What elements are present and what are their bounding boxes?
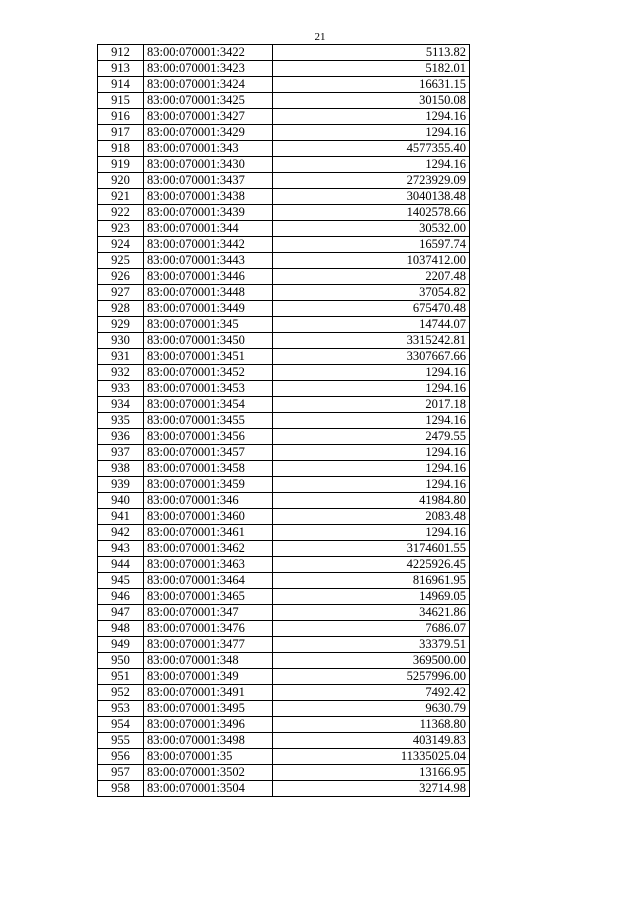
- row-number-cell: 952: [98, 685, 144, 701]
- cadastral-number-cell: 83:00:070001:3449: [144, 301, 273, 317]
- value-cell: 32714.98: [273, 781, 470, 797]
- row-number-cell: 930: [98, 333, 144, 349]
- row-number-cell: 943: [98, 541, 144, 557]
- row-number-cell: 941: [98, 509, 144, 525]
- value-cell: 2479.55: [273, 429, 470, 445]
- cadastral-number-cell: 83:00:070001:343: [144, 141, 273, 157]
- value-cell: 1294.16: [273, 365, 470, 381]
- table-row: [98, 381, 470, 397]
- value-cell: 3040138.48: [273, 189, 470, 205]
- value-cell: 7492.42: [273, 685, 470, 701]
- table-row: [98, 349, 470, 365]
- value-cell: 5113.82: [273, 45, 470, 61]
- value-cell: 37054.82: [273, 285, 470, 301]
- value-cell: 403149.83: [273, 733, 470, 749]
- cadastral-number-cell: 83:00:070001:3496: [144, 717, 273, 733]
- value-cell: 30150.08: [273, 93, 470, 109]
- value-cell: 2723929.09: [273, 173, 470, 189]
- cadastral-number-cell: 83:00:070001:3504: [144, 781, 273, 797]
- row-number-cell: 916: [98, 109, 144, 125]
- value-cell: 2207.48: [273, 269, 470, 285]
- cadastral-number-cell: 83:00:070001:3439: [144, 205, 273, 221]
- table-row: [98, 141, 470, 157]
- row-number-cell: 935: [98, 413, 144, 429]
- table-row: [98, 173, 470, 189]
- value-cell: 1294.16: [273, 413, 470, 429]
- value-cell: 1294.16: [273, 381, 470, 397]
- table-row: [98, 45, 470, 61]
- value-cell: 16631.15: [273, 77, 470, 93]
- table-row: [98, 61, 470, 77]
- row-number-cell: 939: [98, 477, 144, 493]
- table-row: [98, 157, 470, 173]
- table-row: [98, 445, 470, 461]
- value-cell: 34621.86: [273, 605, 470, 621]
- cadastral-number-cell: 83:00:070001:3464: [144, 573, 273, 589]
- row-number-cell: 918: [98, 141, 144, 157]
- row-number-cell: 942: [98, 525, 144, 541]
- value-cell: 16597.74: [273, 237, 470, 253]
- cadastral-number-cell: 83:00:070001:3438: [144, 189, 273, 205]
- value-cell: 2017.18: [273, 397, 470, 413]
- value-cell: 30532.00: [273, 221, 470, 237]
- table-row: [98, 701, 470, 717]
- value-cell: 13166.95: [273, 765, 470, 781]
- table-row: [98, 317, 470, 333]
- cadastral-number-cell: 83:00:070001:3422: [144, 45, 273, 61]
- row-number-cell: 912: [98, 45, 144, 61]
- value-cell: 14969.05: [273, 589, 470, 605]
- table-row: [98, 733, 470, 749]
- table-row: [98, 685, 470, 701]
- table-row: [98, 605, 470, 621]
- cadastral-number-cell: 83:00:070001:3452: [144, 365, 273, 381]
- table-row: [98, 301, 470, 317]
- row-number-cell: 956: [98, 749, 144, 765]
- table-row: [98, 77, 470, 93]
- cadastral-number-cell: 83:00:070001:3429: [144, 125, 273, 141]
- cadastral-number-cell: 83:00:070001:3461: [144, 525, 273, 541]
- cadastral-number-cell: 83:00:070001:35: [144, 749, 273, 765]
- row-number-cell: 920: [98, 173, 144, 189]
- row-number-cell: 954: [98, 717, 144, 733]
- cadastral-number-cell: 83:00:070001:3427: [144, 109, 273, 125]
- table-row: [98, 429, 470, 445]
- cadastral-number-cell: 83:00:070001:346: [144, 493, 273, 509]
- table-row: [98, 557, 470, 573]
- value-cell: 9630.79: [273, 701, 470, 717]
- row-number-cell: 949: [98, 637, 144, 653]
- cadastral-number-cell: 83:00:070001:3451: [144, 349, 273, 365]
- cadastral-number-cell: 83:00:070001:3443: [144, 253, 273, 269]
- table-row: [98, 269, 470, 285]
- cadastral-number-cell: 83:00:070001:3423: [144, 61, 273, 77]
- cadastral-number-cell: 83:00:070001:3495: [144, 701, 273, 717]
- value-cell: 1294.16: [273, 477, 470, 493]
- table-row: [98, 749, 470, 765]
- cadastral-number-cell: 83:00:070001:3491: [144, 685, 273, 701]
- value-cell: 14744.07: [273, 317, 470, 333]
- cadastral-number-cell: 83:00:070001:3430: [144, 157, 273, 173]
- row-number-cell: 925: [98, 253, 144, 269]
- row-number-cell: 955: [98, 733, 144, 749]
- cadastral-number-cell: 83:00:070001:344: [144, 221, 273, 237]
- table-row: [98, 189, 470, 205]
- value-cell: 816961.95: [273, 573, 470, 589]
- cadastral-number-cell: 83:00:070001:3450: [144, 333, 273, 349]
- table-row: [98, 541, 470, 557]
- value-cell: 5257996.00: [273, 669, 470, 685]
- row-number-cell: 938: [98, 461, 144, 477]
- value-cell: 3307667.66: [273, 349, 470, 365]
- cadastral-number-cell: 83:00:070001:3459: [144, 477, 273, 493]
- row-number-cell: 928: [98, 301, 144, 317]
- cadastral-number-cell: 83:00:070001:3455: [144, 413, 273, 429]
- table-row: [98, 493, 470, 509]
- cadastral-value-table: [97, 44, 470, 797]
- row-number-cell: 951: [98, 669, 144, 685]
- cadastral-number-cell: 83:00:070001:3442: [144, 237, 273, 253]
- value-cell: 11335025.04: [273, 749, 470, 765]
- table-row: [98, 285, 470, 301]
- table-row: [98, 253, 470, 269]
- row-number-cell: 931: [98, 349, 144, 365]
- table-row: [98, 477, 470, 493]
- table-row: [98, 205, 470, 221]
- row-number-cell: 929: [98, 317, 144, 333]
- cadastral-number-cell: 83:00:070001:3458: [144, 461, 273, 477]
- table-row: [98, 589, 470, 605]
- cadastral-number-cell: 83:00:070001:3425: [144, 93, 273, 109]
- table-row: [98, 765, 470, 781]
- cadastral-number-cell: 83:00:070001:3453: [144, 381, 273, 397]
- table-row: [98, 221, 470, 237]
- cadastral-number-cell: 83:00:070001:3460: [144, 509, 273, 525]
- row-number-cell: 934: [98, 397, 144, 413]
- cadastral-number-cell: 83:00:070001:3437: [144, 173, 273, 189]
- row-number-cell: 915: [98, 93, 144, 109]
- value-cell: 4225926.45: [273, 557, 470, 573]
- value-cell: 1294.16: [273, 525, 470, 541]
- value-cell: 675470.48: [273, 301, 470, 317]
- value-cell: 1037412.00: [273, 253, 470, 269]
- cadastral-number-cell: 83:00:070001:3456: [144, 429, 273, 445]
- cadastral-number-cell: 83:00:070001:3454: [144, 397, 273, 413]
- table-row: [98, 109, 470, 125]
- table-row: [98, 237, 470, 253]
- value-cell: 1402578.66: [273, 205, 470, 221]
- cadastral-number-cell: 83:00:070001:3424: [144, 77, 273, 93]
- table-row: [98, 621, 470, 637]
- table-row: [98, 413, 470, 429]
- value-cell: 11368.80: [273, 717, 470, 733]
- table-row: [98, 653, 470, 669]
- row-number-cell: 937: [98, 445, 144, 461]
- row-number-cell: 913: [98, 61, 144, 77]
- cadastral-number-cell: 83:00:070001:3446: [144, 269, 273, 285]
- value-cell: 7686.07: [273, 621, 470, 637]
- value-cell: 1294.16: [273, 157, 470, 173]
- row-number-cell: 921: [98, 189, 144, 205]
- row-number-cell: 914: [98, 77, 144, 93]
- table-row: [98, 669, 470, 685]
- row-number-cell: 953: [98, 701, 144, 717]
- cadastral-number-cell: 83:00:070001:349: [144, 669, 273, 685]
- row-number-cell: 924: [98, 237, 144, 253]
- row-number-cell: 932: [98, 365, 144, 381]
- row-number-cell: 944: [98, 557, 144, 573]
- value-cell: 2083.48: [273, 509, 470, 525]
- row-number-cell: 922: [98, 205, 144, 221]
- table-row: [98, 365, 470, 381]
- page-number: 21: [314, 31, 326, 43]
- table-row: [98, 573, 470, 589]
- cadastral-number-cell: 83:00:070001:3502: [144, 765, 273, 781]
- cadastral-number-cell: 83:00:070001:3476: [144, 621, 273, 637]
- cadastral-number-cell: 83:00:070001:3448: [144, 285, 273, 301]
- row-number-cell: 917: [98, 125, 144, 141]
- row-number-cell: 926: [98, 269, 144, 285]
- row-number-cell: 950: [98, 653, 144, 669]
- table-row: [98, 461, 470, 477]
- table-row: [98, 397, 470, 413]
- value-cell: 1294.16: [273, 445, 470, 461]
- table-row: [98, 637, 470, 653]
- table-row: [98, 781, 470, 797]
- table-row: [98, 525, 470, 541]
- cadastral-number-cell: 83:00:070001:348: [144, 653, 273, 669]
- row-number-cell: 923: [98, 221, 144, 237]
- value-cell: 1294.16: [273, 125, 470, 141]
- value-cell: 1294.16: [273, 109, 470, 125]
- value-cell: 3315242.81: [273, 333, 470, 349]
- row-number-cell: 933: [98, 381, 144, 397]
- cadastral-number-cell: 83:00:070001:3465: [144, 589, 273, 605]
- row-number-cell: 946: [98, 589, 144, 605]
- row-number-cell: 940: [98, 493, 144, 509]
- cadastral-number-cell: 83:00:070001:3457: [144, 445, 273, 461]
- cadastral-number-cell: 83:00:070001:3463: [144, 557, 273, 573]
- table-row: [98, 125, 470, 141]
- row-number-cell: 947: [98, 605, 144, 621]
- value-cell: 41984.80: [273, 493, 470, 509]
- row-number-cell: 936: [98, 429, 144, 445]
- table-body: [98, 45, 470, 797]
- row-number-cell: 948: [98, 621, 144, 637]
- value-cell: 1294.16: [273, 461, 470, 477]
- table-row: [98, 333, 470, 349]
- table-row: [98, 93, 470, 109]
- row-number-cell: 927: [98, 285, 144, 301]
- cadastral-number-cell: 83:00:070001:3477: [144, 637, 273, 653]
- cadastral-number-cell: 83:00:070001:3498: [144, 733, 273, 749]
- value-cell: 369500.00: [273, 653, 470, 669]
- row-number-cell: 945: [98, 573, 144, 589]
- cadastral-number-cell: 83:00:070001:347: [144, 605, 273, 621]
- row-number-cell: 958: [98, 781, 144, 797]
- row-number-cell: 957: [98, 765, 144, 781]
- value-cell: 4577355.40: [273, 141, 470, 157]
- row-number-cell: 919: [98, 157, 144, 173]
- cadastral-number-cell: 83:00:070001:345: [144, 317, 273, 333]
- cadastral-number-cell: 83:00:070001:3462: [144, 541, 273, 557]
- value-cell: 3174601.55: [273, 541, 470, 557]
- table-row: [98, 717, 470, 733]
- table-row: [98, 509, 470, 525]
- value-cell: 5182.01: [273, 61, 470, 77]
- value-cell: 33379.51: [273, 637, 470, 653]
